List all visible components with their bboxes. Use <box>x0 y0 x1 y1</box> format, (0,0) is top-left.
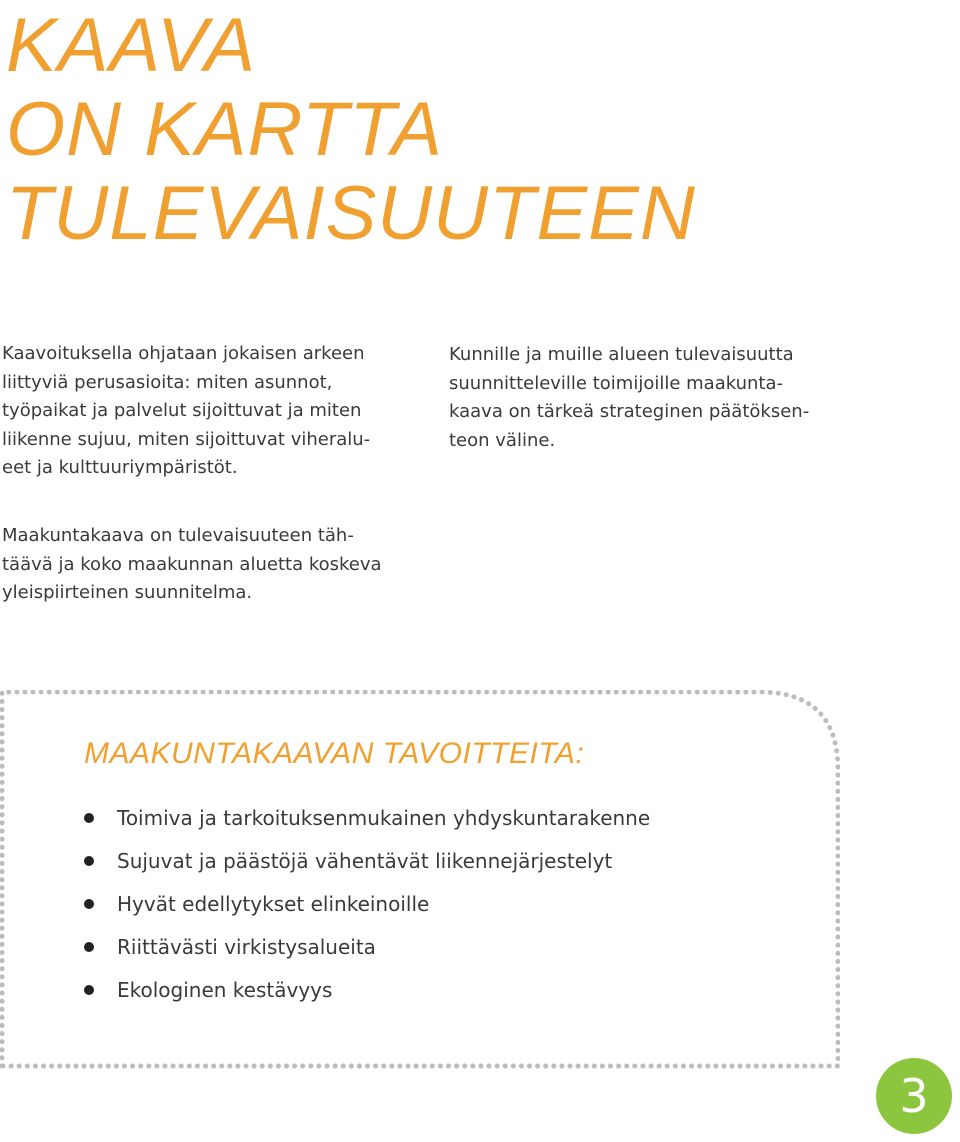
text-line: liittyviä perusasioita: miten asunnot, <box>2 371 333 393</box>
text-line: työpaikat ja palvelut sijoittuvat ja miten <box>2 400 362 421</box>
bullet-icon <box>84 899 94 909</box>
bullet-icon <box>84 813 94 823</box>
page-number-badge: 3 <box>876 1058 952 1134</box>
list-item <box>84 928 650 971</box>
text-line: kaava on tärkeä strateginen päätöksen- <box>449 401 810 422</box>
text-line: suunnitteleville toimijoille maakunta- <box>449 372 784 394</box>
bullet-icon <box>84 856 94 866</box>
list-item-label: Hyvät edellytykset elinkeinoille <box>117 892 430 916</box>
text-line: teon väline. <box>449 429 556 451</box>
list-item <box>84 842 650 885</box>
definition-paragraph <box>2 522 442 608</box>
text-line: täävä ja koko maakunnan aluetta koskeva <box>2 553 382 575</box>
bullet-icon <box>84 985 94 995</box>
text-line: Kaavoituksella ohjataan jokaisen arkeen <box>2 343 365 364</box>
list-item <box>84 799 650 842</box>
list-item <box>84 885 650 928</box>
title-line-1: KAAVA <box>6 3 257 88</box>
intro-left-paragraph <box>2 340 422 483</box>
goals-list <box>84 799 650 1014</box>
bullet-icon <box>84 942 94 952</box>
list-item-label: Ekologinen kestävyys <box>117 978 333 1002</box>
intro-right-paragraph <box>449 341 889 455</box>
text-line: liikenne sujuu, miten sijoittuvat viheralu- <box>2 428 371 450</box>
title-line-3: TULEVAISUUTEEN <box>6 171 696 256</box>
list-item-label: Toimiva ja tarkoituksenmukainen yhdyskuntarakenne <box>117 806 651 830</box>
text-line: yleispiirteinen suunnitelma. <box>2 582 253 603</box>
text-line: eet ja kulttuuriympäristöt. <box>2 457 238 478</box>
list-item-label: Riittävästi virkistysalueita <box>117 935 376 959</box>
list-item-label: Sujuvat ja päästöjä vähentävät liikennejärjestelyt <box>117 849 613 873</box>
list-item <box>84 971 650 1014</box>
page-title <box>6 4 696 256</box>
text-line: Kunnille ja muille alueen tulevaisuutta <box>449 344 794 365</box>
title-line-2: ON KARTTA <box>6 87 443 172</box>
goals-title: MAAKUNTAKAAVAN TAVOITTEITA: <box>84 737 585 770</box>
text-line: Maakuntakaava on tulevaisuuteen täh- <box>2 525 354 546</box>
